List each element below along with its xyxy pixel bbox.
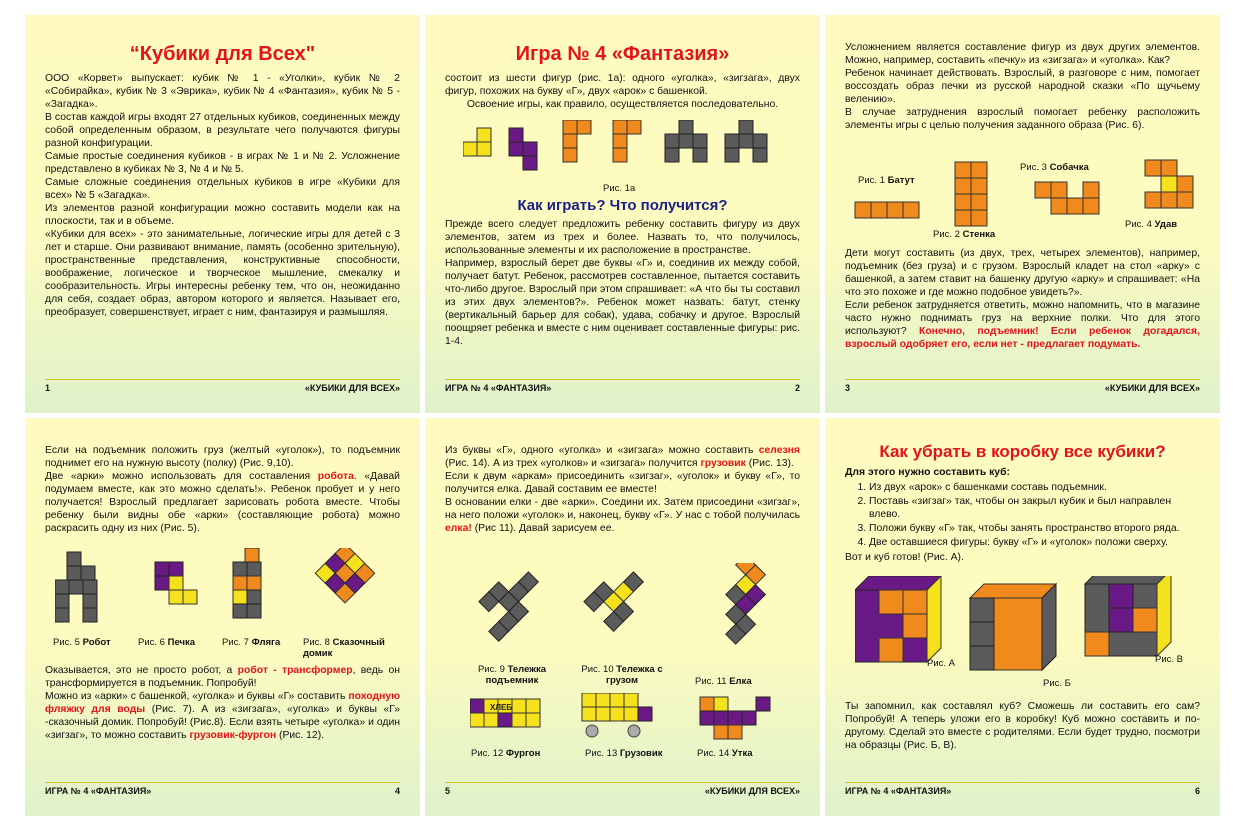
text-run: Из буквы «Г», одного «уголка» и «зигзага» можно составить — [445, 445, 759, 456]
caption-title: Удав — [1154, 219, 1178, 230]
figure-caption: Рис. 1а — [603, 183, 636, 194]
fir-tree-figure — [696, 563, 785, 644]
paragraph: Например, взрослый берет две буквы «Г» и, соединив их между собой, получает батут. Ребенок, рассмотрев составленное, пытается составить что-либо другое. Взрослый при этом спрашивает: «А что бы ты составил из этих двух элементов?». Ребенок может назвать: батут, стенку (вертикальный барьер для собак), удава, собачку и другое. Взрослый поощряет ребенка и вместе с ним оценивает составленные фигуры: рис. 1-4. — [445, 258, 800, 347]
footer-title: «КУБИКИ ДЛЯ ВСЕХ» — [704, 786, 800, 796]
page-footer — [45, 782, 400, 796]
section-subtitle: Как играть? Что получится? — [517, 197, 728, 214]
page-3 — [825, 15, 1220, 413]
page-5 — [425, 418, 820, 816]
page-footer — [445, 379, 800, 393]
caption-num: Рис. 9 — [477, 664, 505, 675]
cart-with-load-figure — [584, 563, 653, 631]
caption-num: Рис. 6 — [138, 637, 165, 648]
paragraph: Освоение игры, как правило, осуществляется последовательно. — [466, 99, 779, 110]
boa-figure — [1145, 160, 1193, 208]
text-run: (Рис. 7). А из «зигзага», «уголка» и буквы «Г» -сказочный домик. Попробуй! (Рис.8). Если взять четыре «уголка» и один «зигзаг», то можно составить — [45, 704, 400, 741]
caption-num: Рис. 12 — [471, 748, 504, 759]
cube-b — [970, 584, 1056, 670]
dog-figure — [1035, 182, 1099, 214]
footer-title: «КУБИКИ ДЛЯ ВСЕХ» — [1104, 383, 1200, 393]
highlight-text: селезня — [758, 445, 800, 456]
caption-title: Печка — [167, 637, 196, 648]
footer-title: ИГРА № 4 «ФАНТАЗИЯ» — [845, 786, 952, 796]
intro-paragraph: состоит из шести фигур (рис. 1а): одного «уголка», «зигзага», двух фигур, похожих на букву «Г», двух «арок» с башенкой. — [445, 73, 800, 97]
list-item: 1. Из двух «арок» с башенками составь подъемник. — [869, 481, 1200, 494]
gray-arch-piece-1 — [665, 120, 707, 162]
caption-num: Рис. Б — [1043, 678, 1071, 689]
cube-figures — [855, 576, 1185, 676]
caption-num: Рис. 4 — [1125, 219, 1152, 230]
list-item: 3. Положи букву «Г» так, чтобы занять пространство второго ряда. — [869, 522, 1200, 535]
page-number: 5 — [445, 786, 451, 796]
paragraph: Самые простые соединения кубиков - в играх № 1 и № 2. Усложнение представлено в кубиках № 3, № 4 и № 5. — [45, 151, 400, 175]
paragraph: Ты запомнил, как составлял куб? Сможешь ли составить его сам? Попробуй! А теперь уложи его в коробку! Куб можно составить и по-другому. Сделай это вместе с родителями. Если будет трудно, посмотри на образцы (Рис. Б, В). — [845, 701, 1200, 751]
paragraph: Из элементов разной конфигурации можно составить модели как на плоскости, так и в объеме. — [45, 203, 400, 227]
paragraph: Прежде всего следует предложить ребенку составить фигуру из двух элементов, затем из трех и более. Назвать то, что получилось, использованные элементы и их расположение в пространстве. — [445, 219, 800, 256]
highlight-text: робота — [317, 471, 354, 482]
highlight-text: елка! — [445, 523, 472, 534]
caption-title: Утка — [731, 748, 753, 759]
caption-num: Рис. 5 — [53, 637, 80, 648]
caption-num: Рис. 13 — [585, 748, 618, 759]
page-6 — [825, 418, 1220, 816]
text-run: Две «арки» можно использовать для составления — [45, 471, 318, 482]
page-1 — [25, 15, 420, 413]
page-number: 2 — [794, 383, 800, 393]
paragraph: Вот и куб готов! (Рис. А). — [845, 552, 964, 563]
page-number: 6 — [1194, 786, 1200, 796]
footer-title: ИГРА № 4 «ФАНТАЗИЯ» — [445, 383, 552, 393]
figures-9-11 — [465, 563, 785, 663]
page-footer — [845, 782, 1200, 796]
caption-num: Рис. 7 — [222, 637, 249, 648]
paragraph: В состав каждой игры входят 27 отдельных кубиков, соединенных между собой определенным образом, в результате чего получаются фигуры разной конфигурации. — [45, 112, 400, 149]
page-footer — [845, 379, 1200, 393]
caption-num: Рис. 10 — [581, 664, 614, 675]
van-label-text: ХЛЕБ — [490, 703, 513, 712]
highlight-text: Конечно, подъемник! Если ребенок догадался, взрослый одобряет его, если нет - предлагает подумать. — [845, 326, 1200, 350]
fairy-house-figure — [315, 548, 374, 603]
caption-title: Тележка с грузом — [606, 664, 663, 686]
page-title: Игра № 4 «Фантазия» — [515, 43, 730, 65]
truck-figure — [582, 693, 652, 737]
paragraph: Дети могут составить (из двух, трех, четырех элементов), например, подъемник (без груза) и с грузом. Взрослый кладет на стол «арку» с башенкой, а затем ставит на башенку другую «арку» и спрашивает: «На что это похоже и где можно подобное увидеть?». — [845, 248, 1200, 298]
highlight-text: грузовик-фургон — [189, 730, 277, 741]
caption-num: Рис. 14 — [697, 748, 730, 759]
page-2 — [425, 15, 820, 413]
orange-g-piece-2 — [613, 120, 641, 162]
paragraph: Если на подъемник положить груз (желтый «уголок»), то подъемник поднимет его на нужную высоту (полку) (Рис. 9,10). — [45, 445, 400, 469]
caption-title: Робот — [82, 637, 111, 648]
list-item: 4. Две оставшиеся фигуры: букву «Г» и «уголок» положи сверху. — [869, 536, 1200, 549]
page-number: 1 — [45, 383, 51, 393]
caption-num: Рис. 1 — [858, 175, 885, 186]
caption-num: Рис. 11 — [695, 676, 727, 687]
caption-title: Фляга — [251, 637, 281, 648]
page-number: 3 — [845, 383, 851, 393]
paragraph: Если ребенок затрудняется ответить, можно напомнить, что в магазине часто нужно поднимать груз на верхние полки. Что для этого используют? — [845, 300, 1200, 337]
flask-figure — [233, 548, 261, 618]
caption-num: Рис. 8 — [303, 637, 330, 648]
caption-title: Тележка подъемник — [485, 664, 547, 686]
figure-1a-pieces — [463, 120, 793, 180]
caption-title: Стенка — [962, 229, 996, 240]
figures-5-8 — [55, 548, 395, 633]
page-number: 4 — [394, 786, 400, 796]
text-run: (Рис. 13). — [745, 458, 794, 469]
paragraph: «Кубики для всех» - это занимательные, логические игры для детей с 3 лет и старше. Они развивают внимание, память (особенно зрительную), пространственные представления, конструктивные способности, воображение, логическое и творческое мышление, смекалку и сообразительность. Игры интересны ребенку тем, что он, неожиданно для себя, создает образ, автором которого и является. Называет его, преобразует, совершенствует, играет с ним, фантазируя и размышляя. — [45, 229, 400, 318]
caption-num: Рис. В — [1155, 654, 1184, 665]
caption-num: Рис. 3 — [1020, 162, 1047, 173]
text-run: В основании елки - две «арки». Соедини их. Затем присоедини «зигзаг», на него положи «уголок» и, наконец, букву «Г». У нас с тобой получилась — [445, 497, 800, 521]
text-run: (Рис. 14). А из трех «уголков» и «зигзага» получится — [445, 458, 701, 469]
purple-zigzag-piece — [509, 128, 537, 170]
paragraph: ООО «Корвет» выпускает: кубик № 1 - «Уголки», кубик № 2 «Собирайка», кубик № 3 «Эврика», кубик № 4 «Фантазия», кубик № 5 - «Загадка». — [45, 73, 400, 110]
text-run: Можно из «арки» с башенкой, «уголка» и буквы «Г» составить — [45, 691, 349, 702]
highlight-text: грузовик — [700, 458, 746, 469]
text-run: (Рис. 12). — [276, 730, 325, 741]
caption-title: Елка — [729, 676, 752, 687]
stove-figure — [155, 562, 197, 604]
footer-title: ИГРА № 4 «ФАНТАЗИЯ» — [45, 786, 152, 796]
paragraph: Самые сложные соединения отдельных кубиков в игре «Кубики для всех» № 5 «Загадка». — [45, 177, 400, 201]
paragraph: Усложнением является составление фигур из двух других элементов. Можно, например, составить «печку» из «зигзага» и «уголка». Как? — [845, 42, 1200, 66]
duck-figure — [700, 697, 770, 739]
orange-g-piece-1 — [563, 120, 591, 162]
yellow-corner-piece — [463, 128, 491, 156]
page-title: Как убрать в коробку все кубики? — [879, 442, 1166, 461]
steps-list — [859, 481, 1200, 549]
wall-figure — [955, 162, 987, 226]
lead-text: Для этого нужно составить куб: — [845, 467, 1010, 478]
caption-title: Грузовик — [619, 748, 663, 759]
figures-12-14 — [470, 693, 790, 743]
caption-num: Рис. А — [927, 658, 956, 669]
text-run: . «Давай подумаем вместе, как это можно сделать!». Ребенок пробует и у него получается! Взрослый предлагает зарисовать робота вместе. Чтобы ребенку были видны обе «арки» (составляющие робота) можно раскрасить одну из них (Рис. 5). — [45, 471, 400, 534]
trampoline-figure — [855, 202, 919, 218]
gray-arch-piece-2 — [725, 120, 767, 162]
paragraph: Если к двум «аркам» присоединить «зигзаг», «уголок» и букву «Г», то получится елка. Давай составим ее вместе! — [445, 471, 800, 495]
van-figure — [470, 699, 540, 727]
paragraph: Ребенок начинает действовать. Взрослый, в разговоре с ним, помогает воссоздать образ печки из русской народной сказки «По щучьему велению». — [845, 68, 1200, 105]
caption-title: Собачка — [1049, 162, 1089, 173]
text-run: (Рис 11). Давай зарисуем ее. — [471, 523, 615, 534]
page-title: “Кубики для Всех" — [129, 43, 316, 65]
cube-c — [1085, 576, 1171, 656]
caption-title: Батут — [887, 175, 915, 186]
paragraph: В случае затруднения взрослый помогает ребенку расположить элементы игры с целью получения заданного образа (Рис. 6). — [845, 107, 1200, 131]
footer-title: «КУБИКИ ДЛЯ ВСЕХ» — [304, 383, 400, 393]
page-footer — [445, 782, 800, 796]
page-4 — [25, 418, 420, 816]
text-run: Оказывается, это не просто робот, а — [45, 665, 238, 676]
text-run: , ведь он трансформируется в подъемник. Попробуй! — [45, 665, 401, 689]
highlight-text: походную фляжку для воды — [45, 691, 400, 715]
caption-num: Рис. 2 — [933, 229, 960, 240]
cart-lift-figure — [469, 563, 548, 641]
caption-title: Фургон — [505, 748, 541, 759]
highlight-text: робот - трансформер — [237, 665, 353, 676]
page-footer — [45, 379, 400, 393]
caption-title: Сказочный домик — [303, 637, 385, 659]
cube-a — [855, 576, 941, 662]
robot-figure — [55, 552, 97, 622]
list-item: 2. Поставь «зигзаг» так, чтобы он закрыл кубик и был направлен влево. — [869, 495, 1200, 521]
